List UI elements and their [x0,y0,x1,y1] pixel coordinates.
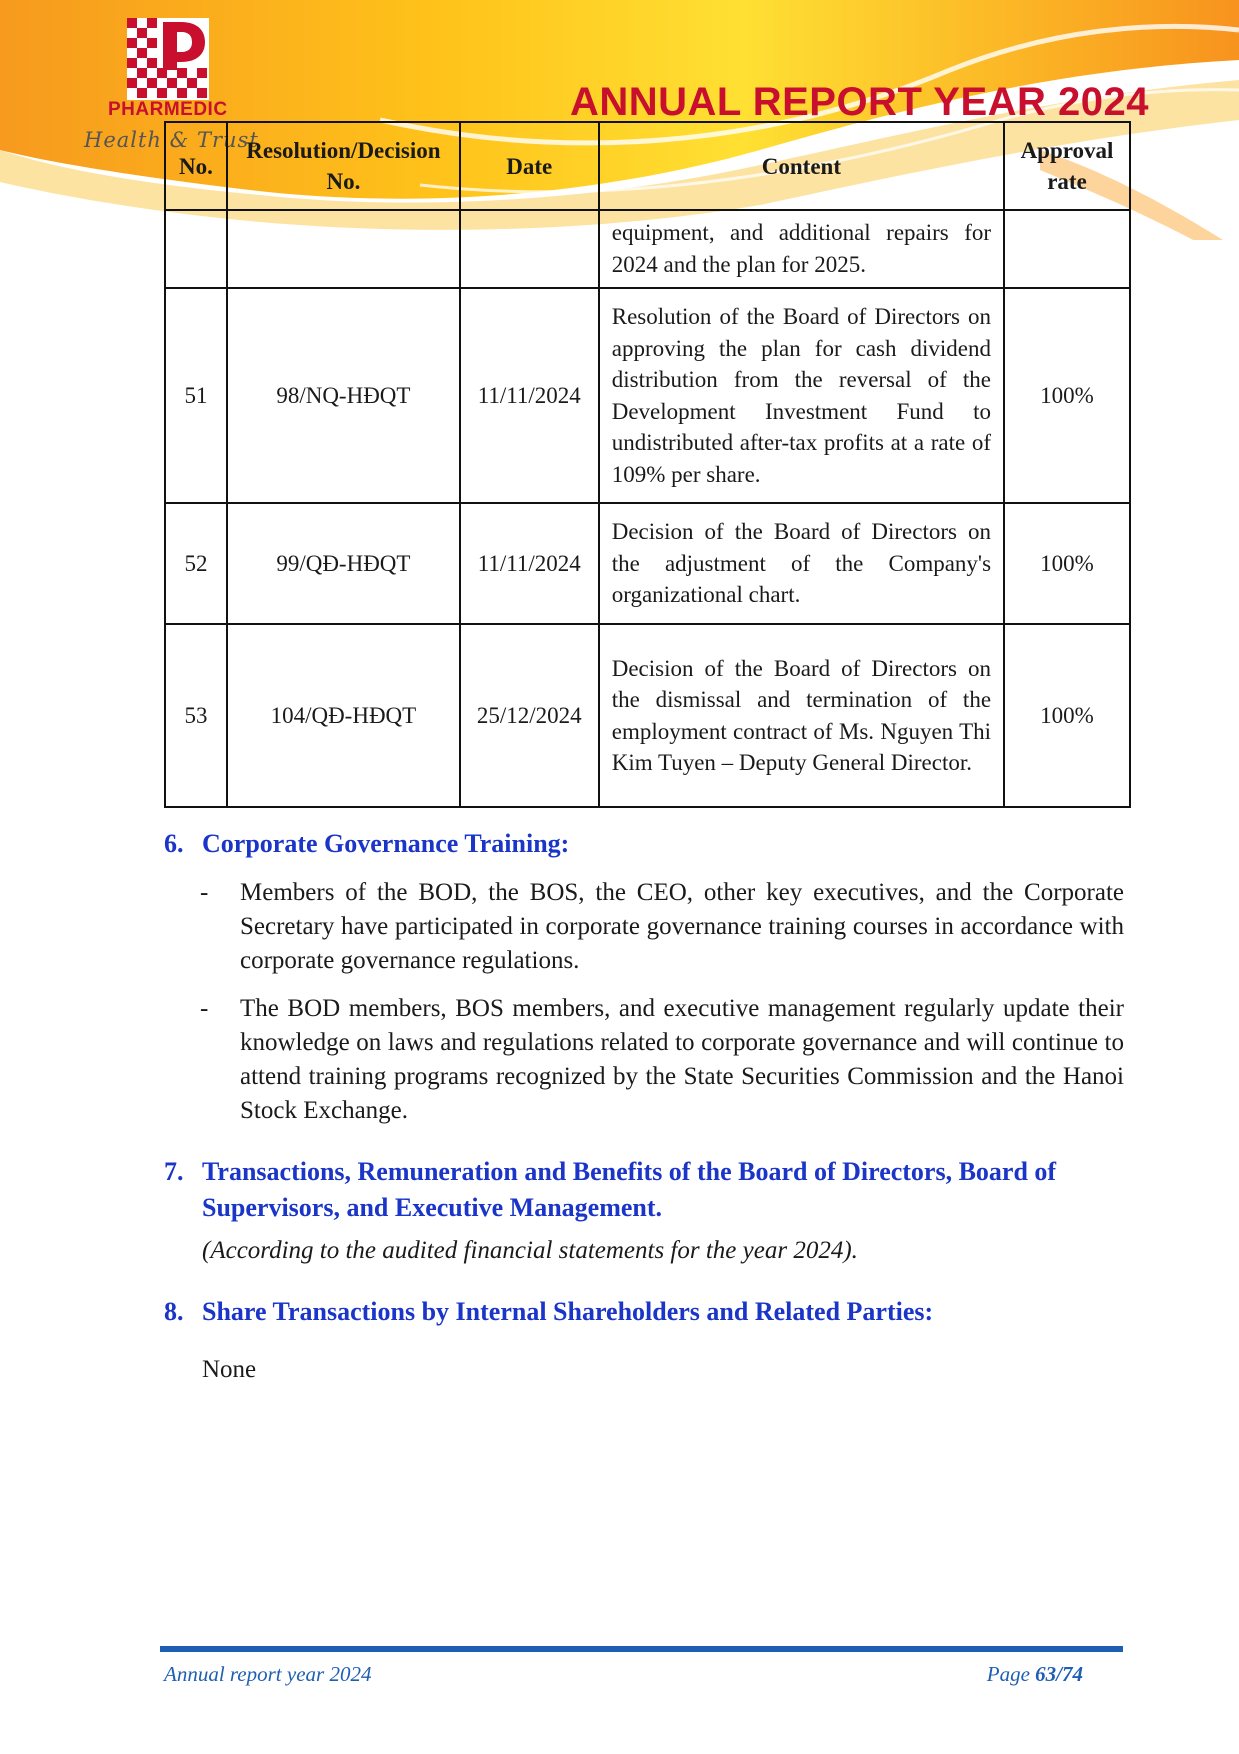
cell-approval-rate [1004,210,1130,288]
header-resolution-no: Resolution/Decision No. [227,122,460,210]
cell-resolution-no: 104/QĐ-HĐQT [227,624,460,807]
bullet-dash: - [200,995,209,1022]
table-header-row [165,122,1130,210]
bullet-text: The BOD members, BOS members, and executive management regularly update their knowledge on laws and regulations related to corporate governance and will continue to attend training programs recognized by the State Securities Commission and the Hanoi Stock Exchange. [240,995,1124,1124]
header-approval-rate: Approval rate [1004,122,1130,210]
footer-page-number: 63/74 [1035,1662,1083,1686]
cell-content: Resolution of the Board of Directors on approving the plan for cash dividend distribution from the reversal of the Development Investment Fund to undistributed after-tax profits at a rate of 109% per share. [599,288,1004,503]
footer-divider [160,1646,1123,1652]
governance-resolutions-table [164,121,1131,808]
bullet-text: Members of the BOD, the BOS, the CEO, other key executives, and the Corporate Secretary have participated in corporate governance training courses in accordance with corporate governance regulations. [240,879,1124,974]
header-content: Content [599,122,1004,210]
header-no: No. [165,122,227,210]
cell-no [165,210,227,288]
pharmedic-logo-icon [127,18,209,100]
cell-resolution-no: 99/QĐ-HĐQT [227,503,460,624]
report-title: ANNUAL REPORT YEAR 2024 [569,80,1149,124]
section-6-bullet-2 [200,992,1124,1128]
table-row [165,210,1130,288]
cell-content: equipment, and additional repairs for 2024 and the plan for 2025. [599,210,1004,288]
cell-approval-rate: 100% [1004,624,1130,807]
cell-content: Decision of the Board of Directors on the adjustment of the Company's organizational chart. [599,503,1004,624]
section-8-number: 8. [164,1297,184,1326]
footer-page-prefix: Page [986,1662,1036,1686]
section-6-heading [164,826,569,862]
table-row [165,624,1130,807]
section-7-heading [164,1154,1124,1226]
section-8-body: None [202,1356,257,1383]
cell-resolution-no [227,210,460,288]
section-7-title: Transactions, Remuneration and Benefits of the Board of Directors, Board of Supervisors, and Executive Management. [202,1157,1057,1222]
cell-resolution-no: 98/NQ-HĐQT [227,288,460,503]
cell-date: 25/12/2024 [460,624,599,807]
table-row [165,503,1130,624]
cell-date [460,210,599,288]
section-6-title: Corporate Governance Training: [202,829,570,858]
cell-content: Decision of the Board of Directors on the dismissal and termination of the employment contract of Ms. Nguyen Thi Kim Tuyen – Deputy General Director. [599,624,1004,807]
footer-page-indicator [987,1662,1083,1687]
section-7-note: (According to the audited financial statements for the year 2024). [202,1237,858,1264]
footer-report-name: Annual report year 2024 [164,1662,372,1686]
section-8-heading [164,1294,933,1330]
cell-approval-rate: 100% [1004,503,1130,624]
section-8-title: Share Transactions by Internal Shareholders and Related Parties: [202,1297,934,1326]
cell-no: 51 [165,288,227,503]
cell-no: 52 [165,503,227,624]
section-6-number: 6. [164,829,184,858]
brand-tagline: Health & Trust [84,128,259,152]
bullet-dash: - [200,879,209,906]
cell-no: 53 [165,624,227,807]
cell-date: 11/11/2024 [460,503,599,624]
header-date: Date [460,122,599,210]
brand-name: PHARMEDIC [108,99,228,120]
section-7-number: 7. [164,1157,184,1186]
section-6-bullet-1 [200,876,1124,978]
table-row [165,288,1130,503]
cell-date: 11/11/2024 [460,288,599,503]
cell-approval-rate: 100% [1004,288,1130,503]
